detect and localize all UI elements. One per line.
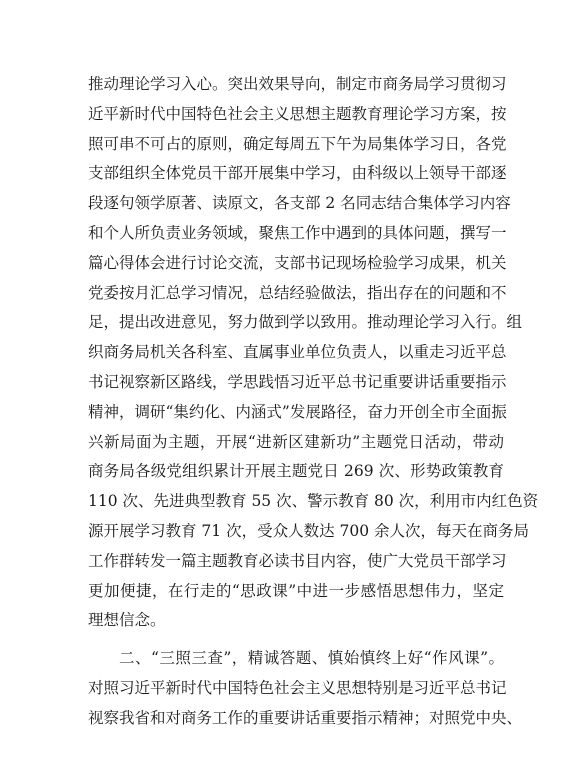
text-line: 更加便捷，在行走的“思政课”中进一步感悟思想伟力，坚定 [88, 581, 504, 600]
text-line: 商务局各级党组织累计开展主题党日 269 次、形势政策教育 [88, 462, 504, 481]
document-body [88, 70, 539, 734]
text-line: 源开展学习教育 71 次，受众人数达 700 余人次，每天在商务局 [88, 521, 530, 540]
text-line: 书记视察新区路线，学思践悟习近平总书记重要讲话重要指示 [88, 372, 507, 391]
section-heading-line: 二、“三照三查”，精诚答题、慎始慎终上好“作风课”。 [119, 649, 504, 668]
text-line: 推动理论学习入心。突出效果导向，制定市商务局学习贯彻习 [88, 75, 507, 93]
text-line: 照可串不可占的原则，确定每周五下午为局集体学习日，各党 [88, 134, 507, 153]
text-line: 党委按月汇总学习情况，总结经验做法，指出存在的问题和不 [88, 283, 507, 302]
text-line: 110 次、先进典型教育 55 次、警示教育 80 次，利用市内红色资 [88, 492, 539, 511]
text-line: 支部组织全体党员干部开展集中学习，由科级以上领导干部逐 [88, 164, 507, 183]
text-line: 工作群转发一篇主题教育必读书目内容，使广大党员干部学习 [88, 551, 507, 570]
text-line: 足，提出改进意见，努力做到学以致用。推动理论学习入行。组 [88, 313, 523, 332]
text-line: 视察我省和对商务工作的重要讲话重要指示精神；对照党中央、 [88, 708, 523, 727]
text-line: 兴新局面为主题，开展“进新区建新功”主题党日活动，带动 [88, 432, 504, 451]
text-line: 理想信念。 [88, 611, 166, 630]
text-line: 和个人所负责业务领域，聚焦工作中遇到的具体问题，撰写一 [88, 223, 507, 242]
paragraph-2 [88, 644, 523, 733]
paragraph-gap [88, 636, 504, 644]
text-line: 对照习近平新时代中国特色社会主义思想特别是习近平总书记 [88, 678, 507, 697]
text-line: 织商务局机关各科室、直属事业单位负责人，以重走习近平总 [88, 343, 507, 362]
text-line: 近平新时代中国特色社会主义思想主题教育理论学习方案，按 [88, 104, 507, 123]
text-line: 篇心得体会进行讨论交流，支部书记现场检验学习成果，机关 [88, 253, 507, 272]
paragraph-1 [88, 70, 539, 636]
text-line: 段逐句领学原著、读原文，各支部 2 名同志结合集体学习内容 [88, 194, 511, 213]
text-line: 精神，调研“集约化、内涵式”发展路径，奋力开创全市全面振 [88, 402, 507, 421]
